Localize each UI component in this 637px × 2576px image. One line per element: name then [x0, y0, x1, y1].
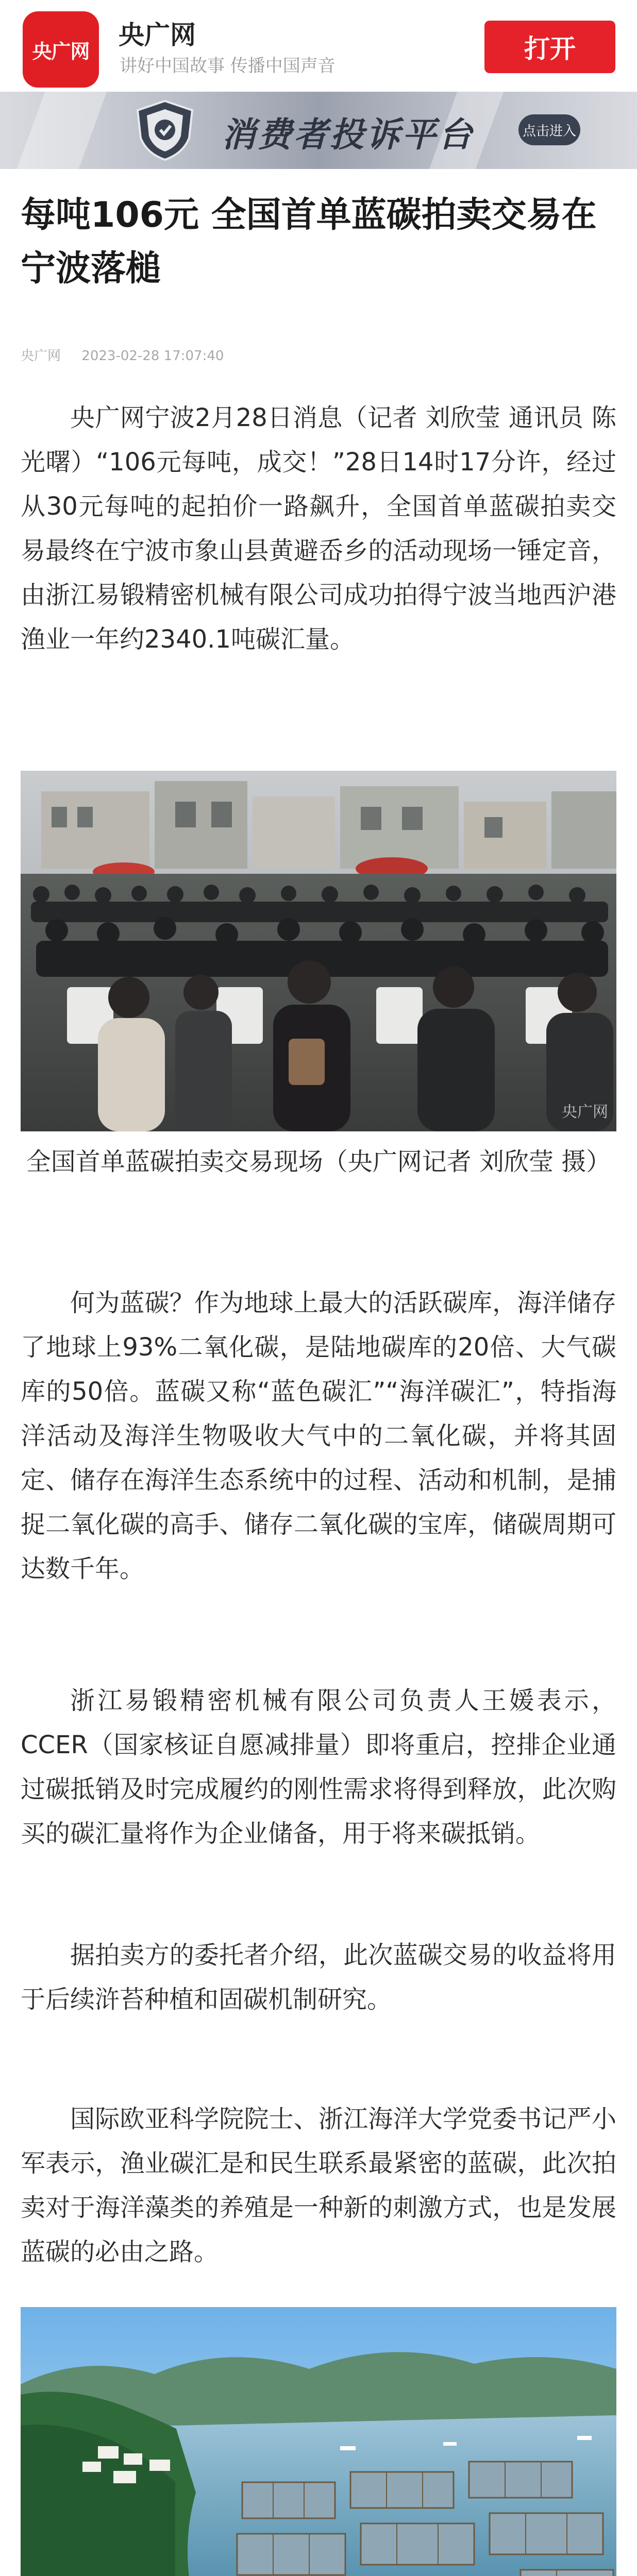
app-logo[interactable] — [23, 11, 99, 88]
banner-stripe — [17, 92, 107, 169]
article-headline: 每吨106元 全国首单蓝碳拍卖交易在宁波落槌 — [21, 195, 597, 289]
app-logo-text: 央广网 — [32, 40, 90, 63]
app-download-bar — [0, 0, 637, 92]
aerial-harbor-photo — [21, 2307, 616, 2576]
article-paragraph: 浙江易锻精密机械有限公司负责人王媛表示，CCER（国家核证自愿减排量）即将重启，控排企业通过碳抵销及时完成履约的刚性需求将得到释放，此次购买的碳汇量将作为企业储备，用于将来碳抵销。 — [21, 1686, 616, 1848]
article-paragraph: 据拍卖方的委托者介绍，此次蓝碳交易的收益将用于后续浒苔种植和固碳机制研究。 — [21, 1941, 616, 2014]
photo-caption: 全国首单蓝碳拍卖交易现场（央广网记者 刘欣莹 摄） — [26, 1147, 611, 1176]
article-paragraph: 何为蓝碳？作为地球上最大的活跃碳库，海洋储存了地球上93%二氧化碳，是陆地碳库的20倍、大气碳库的50倍。蓝碳又称“蓝色碳汇”“海洋碳汇”，特指海洋活动及海洋生物吸收大气中的二氧化碳，并将其固定、储存在海洋生态系统中的过程、活动和机制，是捕捉二氧化碳的高手、储存二氧化碳的宝库，储碳周期可达数千年。 — [21, 1289, 616, 1583]
article-datetime: 2023-02-28 17:07:40 — [81, 348, 224, 364]
complaint-platform-banner[interactable] — [0, 92, 637, 169]
banner-enter-button[interactable]: 点击进入 — [518, 114, 580, 145]
open-app-button[interactable]: 打开 — [484, 21, 615, 73]
article-paragraph: 央广网宁波2月28日消息（记者 刘欣莹 通讯员 陈光曙）“106元每吨，成交！”28日14时17分许，经过从30元每吨的起拍价一路飙升，全国首单蓝碳拍卖交易最终在宁波市象山县黄避岙乡的活动现场一锤定音，由浙江易锻精密机械有限公司成功拍得宁波当地西沪港渔业一年约2340.1吨碳汇量。 — [21, 403, 616, 654]
article-meta — [21, 345, 224, 364]
banner-title: 消费者投诉平台 — [222, 115, 474, 155]
app-name: 央广网 — [119, 20, 196, 50]
article-paragraph: 国际欧亚科学院院士、浙江海洋大学党委书记严小军表示，渔业碳汇是和民生联系最紧密的蓝碳，此次拍卖对于海洋藻类的养殖是一种新的刺激方式，也是发展蓝碳的必由之路。 — [21, 2105, 616, 2266]
auction-scene-photo — [21, 771, 616, 1131]
photo-watermark: 央广网 — [562, 1103, 608, 1121]
shield-emblem-icon — [131, 98, 198, 163]
app-slogan: 讲好中国故事 传播中国声音 — [120, 56, 336, 76]
article-source: 央广网 — [21, 348, 61, 364]
